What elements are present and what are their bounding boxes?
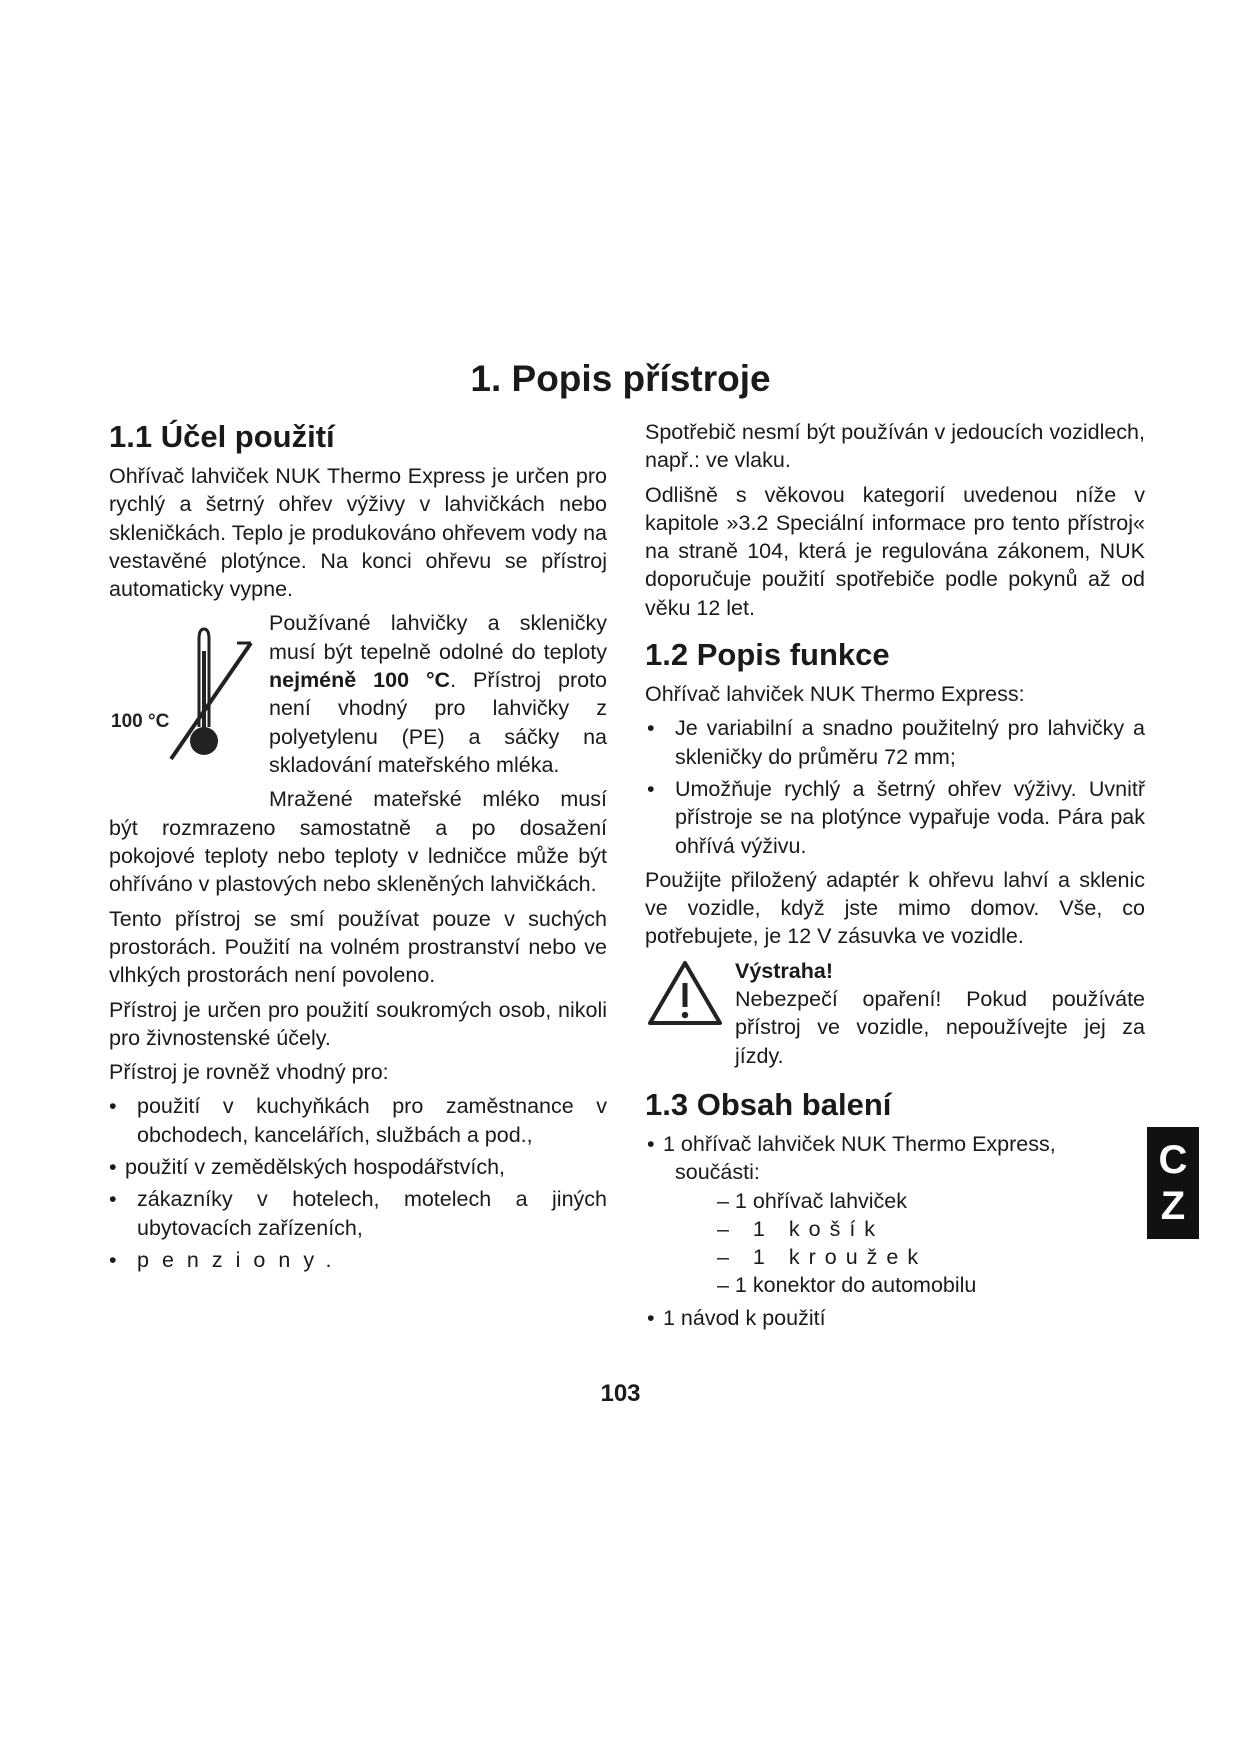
section-1-2-heading: 1.2 Popis funkce [645,637,890,673]
temperature-text-part: Používané lahvičky a skleničky musí být tepelně odolné do teploty [269,611,607,664]
bullet-icon: • [647,776,655,801]
list-item [109,1153,607,1181]
part-item: – 1 konektor do automobilu [717,1273,977,1298]
list-item [109,1246,607,1274]
function-list [645,714,1145,859]
bullet-icon: • [647,1305,655,1330]
list-item-text: součásti: [675,1160,760,1185]
list-item [645,1130,1145,1300]
warning-title: Výstraha! [735,958,833,983]
suitable-intro: Přístroj je rovněž vhodný pro: [109,1060,389,1085]
section-1-2-intro: Ohřívač lahviček NUK Thermo Express: [645,682,1025,707]
list-item-text: použití v kuchyňkách pro zaměstnance v obchodech, kancelářích, službách a pod., [137,1094,607,1147]
thermometer-100c-icon [109,609,269,779]
right-column [645,418,1145,1338]
page-number: 103 [600,1380,641,1407]
list-item [645,714,1145,771]
part-item: – 1 kroužek [717,1245,928,1270]
private-use-paragraph: Přístroj je určen pro použití soukromých osob, nikoli pro živnostenské účely. [109,997,607,1050]
list-item-text: 1 návod k použití [663,1305,826,1330]
temperature-text [269,609,607,779]
bullet-icon: • [109,1155,117,1180]
bullet-icon: • [109,1094,117,1119]
bullet-icon: • [109,1247,117,1272]
part-item: – 1 ohřívač lahviček [717,1188,908,1213]
left-column [109,418,607,1280]
age-paragraph: Odlišně s věkovou kategorií uvedenou níže v kapitole »3.2 Speciální informace pro tento přístroj« na straně 104, která je regulována zákonem, NUK doporučuje použití spotřebiče podle pokynů až od věku 12 let. [645,482,1145,620]
language-tab [1147,1127,1199,1239]
bullet-icon: • [647,1131,655,1156]
warning-text [735,957,1145,1070]
thermometer-label: 100 °C [111,711,170,733]
warning-body: Nebezpečí opaření! Pokud používáte přístroj ve vozidle, nepoužívejte jej za jízdy. [735,987,1145,1068]
temperature-text-part: . Přístroj proto není vhodný pro lahvičky z polyetylenu (PE) a sáčky na skladování mateřského mléka. [269,668,607,777]
page-title: 1. Popis přístroje [470,358,771,399]
language-tab-letter: Z [1160,1184,1186,1228]
suitable-list [109,1092,607,1274]
dry-rooms-paragraph: Tento přístroj se smí používat pouze v suchých prostorách. Použití na volném prostranství nebo ve vlhkých prostorách není povoleno. [109,906,607,988]
warning-block [645,957,1145,1070]
language-tab-letter: C [1158,1138,1188,1182]
list-item [109,1092,607,1149]
bullet-icon: • [109,1187,117,1212]
list-item-text: zákazníky v hotelech, motelech a jiných ubytovacích zařízeních, [137,1187,607,1240]
section-1-1-heading: 1.1 Účel použití [109,419,335,454]
frozen-milk-first-line: Mražené mateřské mléko musí [269,787,607,812]
list-item-text: Je variabilní a snadno použitelný pro lahvičky a skleničky do průměru 72 mm; [675,716,1145,769]
list-item-text: penziony. [137,1247,345,1272]
parts-list [675,1187,1145,1300]
package-contents-list [645,1130,1145,1332]
part-item: – 1 košík [717,1216,885,1241]
section-1-1-intro: Ohřívač lahviček NUK Thermo Express je určen pro rychlý a šetrný ohřev výživy v lahvičkách nebo skleničkách. Teplo je produkováno ohřevem vody na vestavěné plotýnce. Na konci ohřevu se přístroj automaticky vypne. [109,464,607,602]
list-item [109,1185,607,1242]
frozen-milk-rest: být rozmrazeno samostatně a po dosažení pokojové teploty nebo teploty v ledničce může být ohříváno v plastových nebo skleněných lahvičkách. [109,815,607,897]
temperature-emphasis: nejméně 100 °C [269,668,451,693]
vehicles-paragraph: Spotřebič nesmí být používán v jedoucích vozidlech, např.: ve vlaku. [645,420,1145,473]
list-item [645,1304,1145,1332]
adapter-paragraph: Použijte přiložený adaptér k ohřevu lahví a sklenic ve vozidle, když jste mimo domov. Vše, co potřebujete, je 12 V zásuvka ve vozidle. [645,867,1145,949]
frozen-milk-paragraph [109,785,607,898]
section-1-3-heading: 1.3 Obsah balení [645,1086,892,1122]
list-item-text: použití v zemědělských hospodářstvích, [125,1155,506,1180]
warning-triangle-icon [645,957,735,1070]
list-item-text: 1 ohřívač lahviček NUK Thermo Express, [663,1131,1056,1156]
temperature-block [109,609,607,779]
list-item [645,775,1145,860]
list-item-text: Umožňuje rychlý a šetrný ohřev výživy. Uvnitř přístroje se na plotýnce vypařuje voda. Pára pak ohřívá výživu. [675,776,1145,858]
bullet-icon: • [647,716,655,741]
